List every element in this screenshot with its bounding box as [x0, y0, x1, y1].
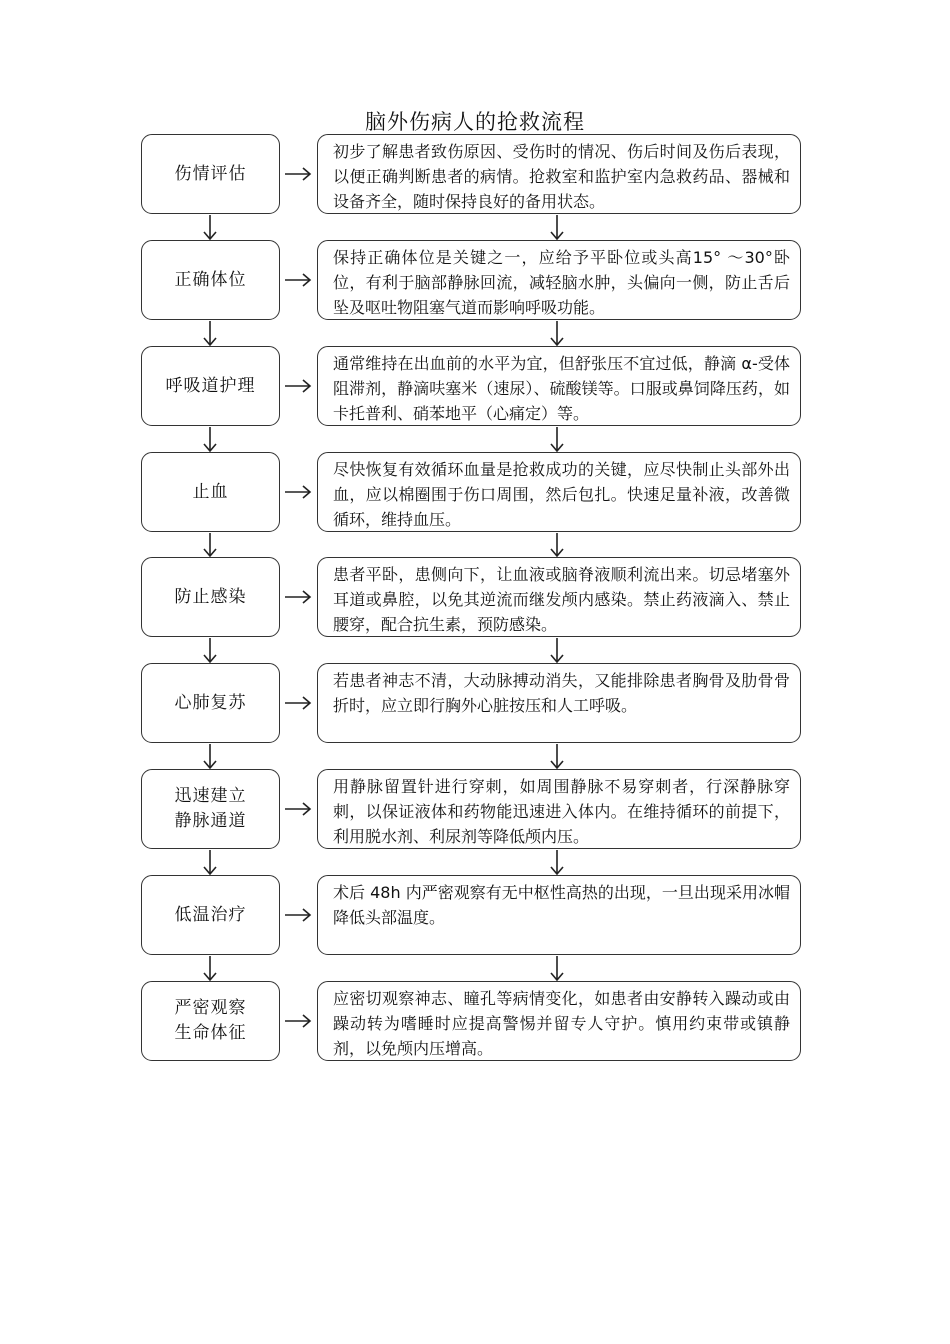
stage-label: 防止感染	[174, 586, 247, 607]
detail-box: 患者平卧，患侧向下，让血液或脑脊液顺利流出来。切忌堵塞外耳道或鼻腔，以免其逆流而继发颅内感染。禁止药液滴入、禁止腰穿，配合抗生素，预防感染。	[317, 557, 801, 637]
flow-step	[0, 134, 950, 216]
right-arrow-icon	[283, 695, 313, 711]
flowchart-title: 脑外伤病人的抢救流程	[365, 110, 585, 134]
detail-box: 应密切观察神志、瞳孔等病情变化，如患者由安静转入躁动或由躁动转为嗜睡时应提高警惕并留专人守护。慎用约束带或镇静剂，以免颅内压增高。	[317, 981, 801, 1061]
stage-label: 迅速建立 静脉通道	[174, 786, 247, 831]
down-arrow-icon	[202, 533, 218, 557]
down-arrow-icon	[202, 638, 218, 663]
down-arrow-icon	[549, 956, 565, 981]
right-arrow-icon	[283, 166, 313, 182]
right-arrow-icon	[283, 272, 313, 288]
down-arrow-icon	[202, 321, 218, 346]
right-arrow-icon	[283, 907, 313, 923]
detail-box: 若患者神志不清，大动脉搏动消失，又能排除患者胸骨及肋骨骨折时，应立即行胸外心脏按压和人工呼吸。	[317, 663, 801, 743]
flow-step	[0, 981, 950, 1063]
stage-box	[141, 134, 280, 214]
detail-box: 保持正确体位是关键之一，应给予平卧位或头高15° ～30°卧位，有利于脑部静脉回流，减轻脑水肿，头偏向一侧，防止舌后坠及呕吐物阻塞气道而影响呼吸功能。	[317, 240, 801, 320]
down-arrow-icon	[202, 956, 218, 981]
detail-box: 通常维持在出血前的水平为宜，但舒张压不宜过低，静滴 α-受体阻滞剂，静滴呋塞米（速尿）、硫酸镁等。口服或鼻饲降压药，如卡托普利、硝苯地平（心痛定）等。	[317, 346, 801, 426]
stage-box	[141, 240, 280, 320]
stage-label: 心肺复苏	[174, 692, 247, 713]
down-arrow-icon	[549, 638, 565, 663]
down-arrow-icon	[549, 533, 565, 557]
down-arrow-icon	[202, 850, 218, 875]
flow-step	[0, 769, 950, 851]
flow-step	[0, 240, 950, 322]
flow-step	[0, 663, 950, 745]
stage-box	[141, 663, 280, 743]
right-arrow-icon	[283, 801, 313, 817]
down-arrow-icon	[549, 215, 565, 240]
stage-label: 呼吸道护理	[165, 375, 256, 396]
down-arrow-icon	[549, 744, 565, 769]
detail-box: 尽快恢复有效循环血量是抢救成功的关键，应尽快制止头部外出血，应以棉圈围于伤口周围，然后包扎。快速足量补液，改善微循环，维持血压。	[317, 452, 801, 532]
down-arrow-icon	[549, 850, 565, 875]
stage-label: 伤情评估	[174, 163, 247, 184]
stage-box	[141, 346, 280, 426]
detail-box: 术后 48h 内严密观察有无中枢性高热的出现，一旦出现采用冰帽降低头部温度。	[317, 875, 801, 955]
down-arrow-icon	[202, 427, 218, 452]
right-arrow-icon	[283, 484, 313, 500]
flow-step	[0, 452, 950, 534]
stage-label: 严密观察 生命体征	[174, 998, 247, 1043]
stage-box	[141, 769, 280, 849]
stage-label: 正确体位	[174, 269, 247, 290]
right-arrow-icon	[283, 1013, 313, 1029]
right-arrow-icon	[283, 589, 313, 605]
stage-box	[141, 452, 280, 532]
down-arrow-icon	[549, 321, 565, 346]
stage-box	[141, 557, 280, 637]
flow-step	[0, 346, 950, 428]
down-arrow-icon	[202, 744, 218, 769]
detail-box: 初步了解患者致伤原因、受伤时的情况、伤后时间及伤后表现，以便正确判断患者的病情。抢救室和监护室内急救药品、器械和设备齐全，随时保持良好的备用状态。	[317, 134, 801, 214]
detail-box: 用静脉留置针进行穿刺，如周围静脉不易穿刺者，行深静脉穿刺，以保证液体和药物能迅速进入体内。在维持循环的前提下，利用脱水剂、利尿剂等降低颅内压。	[317, 769, 801, 849]
right-arrow-icon	[283, 378, 313, 394]
flow-step	[0, 557, 950, 639]
down-arrow-icon	[202, 215, 218, 240]
stage-box	[141, 981, 280, 1061]
stage-box	[141, 875, 280, 955]
down-arrow-icon	[549, 427, 565, 452]
stage-label: 止血	[192, 481, 229, 502]
stage-label: 低温治疗	[174, 904, 247, 925]
flow-step	[0, 875, 950, 957]
